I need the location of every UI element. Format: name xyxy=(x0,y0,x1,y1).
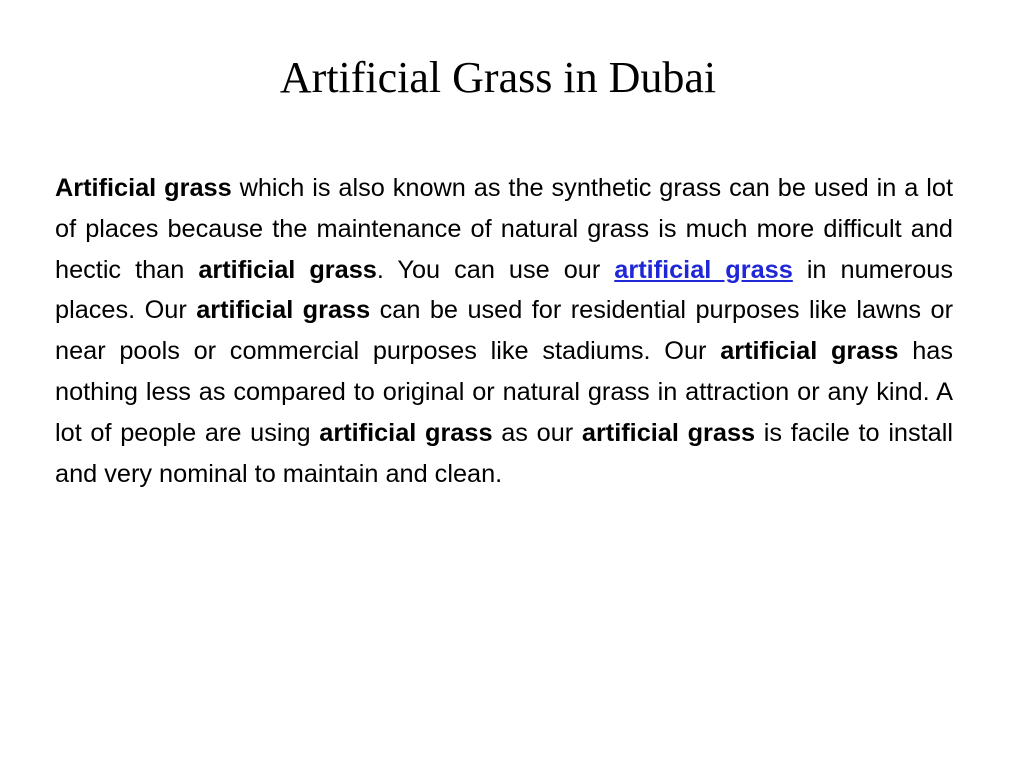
bold-phrase: artificial grass xyxy=(198,255,377,284)
text-segment: can be used for residential purposes like lawns or near pools or commercial purposes like stadiums. Our xyxy=(55,296,953,366)
bold-phrase: artificial grass xyxy=(319,418,493,447)
text-segment: as our xyxy=(492,418,582,447)
slide-title: Artificial Grass in Dubai xyxy=(279,53,717,102)
bold-phrase: artificial grass xyxy=(581,418,756,447)
bold-phrase: artificial grass xyxy=(196,296,371,325)
text-segment: has nothing less as compared to original or natural grass in attraction or any kind. A lot of people are using xyxy=(55,337,953,447)
bold-phrase: artificial grass xyxy=(720,337,899,366)
text-segment: which is also known as the synthetic grass can be used in a lot of places because the maintenance of natural grass is much more difficult and hectic than xyxy=(55,174,953,284)
text-segment: in numerous places. Our xyxy=(55,255,953,325)
text-segment: is facile to install and very nominal to maintain and clean. xyxy=(55,418,953,488)
artificial-grass-link[interactable]: artificial grass xyxy=(614,255,793,284)
body-paragraph xyxy=(55,168,953,494)
text-segment: . You can use our xyxy=(376,255,615,284)
bold-phrase: Artificial grass xyxy=(55,174,232,202)
